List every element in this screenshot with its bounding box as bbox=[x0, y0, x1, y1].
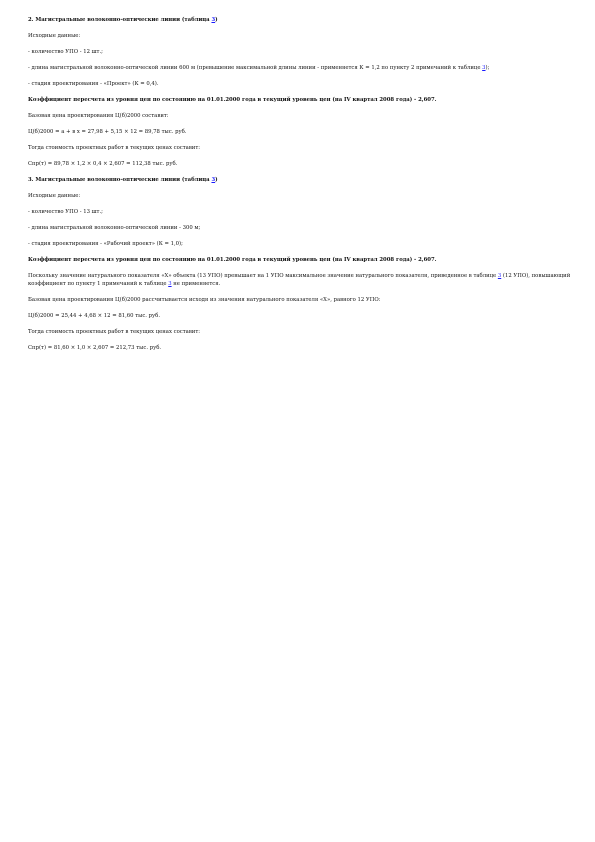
section-3-heading: 3. Магистральные волоконно-оптические линии (таблица 3) bbox=[28, 177, 218, 183]
section-3-coefficient: Коэффициент пересчета из уровня цен по состоянию на 01.01.2000 года в текущий уровень цен (на IV квартал 2008 года) - 2,607. bbox=[28, 257, 437, 263]
section-2-heading: 2. Магистральные волоконно-оптические линии (таблица 3) bbox=[28, 17, 218, 23]
section-3-item-count: - количество УПО - 13 шт.; bbox=[28, 209, 103, 215]
section-2-item-stage: - стадия проектирования - «Проект» (К = 0,4). bbox=[28, 81, 159, 87]
section-3-result: Спр(т) = 81,60 × 1,0 × 2,607 = 212,73 тыс. руб. bbox=[28, 345, 162, 351]
table-3-link[interactable]: 3 bbox=[211, 177, 216, 183]
table-3-link[interactable]: 3 bbox=[211, 17, 216, 23]
section-3-then-label: Тогда стоимость проектных работ в текущих ценах составит: bbox=[28, 329, 201, 335]
section-3-item-length: - длина магистральной волоконно-оптической линии - 300 м; bbox=[28, 225, 201, 231]
section-2-coefficient: Коэффициент пересчета из уровня цен по состоянию на 01.01.2000 года в текущий уровень цен (на IV квартал 2008 года) - 2,607. bbox=[28, 97, 437, 103]
section-2-then-label: Тогда стоимость проектных работ в текущих ценах составит: bbox=[28, 145, 201, 151]
document-page bbox=[28, 16, 574, 360]
section-2-item-count: - количество УПО - 12 шт.; bbox=[28, 49, 103, 55]
section-2-intro: Исходные данные: bbox=[28, 33, 81, 39]
section-2-item-length: - длина магистральной волоконно-оптической линии 600 м (превышение максимальной длины линии - применяется К = 1,2 по пункту 2 примечаний к таблице 3); bbox=[28, 65, 490, 71]
table-3-link[interactable]: 3 bbox=[168, 281, 172, 287]
section-2-base-formula: Ц(б)2000 = а + в x = 27,98 + 5,15 × 12 = 89,78 тыс. руб. bbox=[28, 129, 187, 135]
section-3-intro: Исходные данные: bbox=[28, 193, 81, 199]
table-3-link[interactable]: 3 bbox=[497, 273, 502, 279]
section-3-base-formula: Ц(б)2000 = 25,44 + 4,68 × 12 = 81,60 тыс. руб. bbox=[28, 313, 161, 319]
section-3-base-label: Базовая цена проектирования Ц(б)2000 рассчитывается исходя из значения натурального показателя «Х», равного 12 УПО: bbox=[28, 297, 381, 303]
section-2-result: Спр(т) = 89,78 × 1,2 × 0,4 × 2,607 = 112,38 тыс. руб. bbox=[28, 161, 178, 167]
table-3-link[interactable]: 3 bbox=[482, 65, 486, 71]
section-3-item-stage: - стадия проектирования - «Рабочий проект» (К = 1,0); bbox=[28, 241, 183, 247]
section-2-base-label: Базовая цена проектирования Ц(б)2000 составит: bbox=[28, 113, 169, 119]
section-3-note: Поскольку значение натурального показателя «Х» объекта (13 УПО) превышает на 1 УПО максимальное значение натурального показателя, приведенное в таблице 3 (12 УПО), повышающий коэффициент по пункту 1 примечаний к таблице 3 не применяется. bbox=[28, 273, 571, 287]
